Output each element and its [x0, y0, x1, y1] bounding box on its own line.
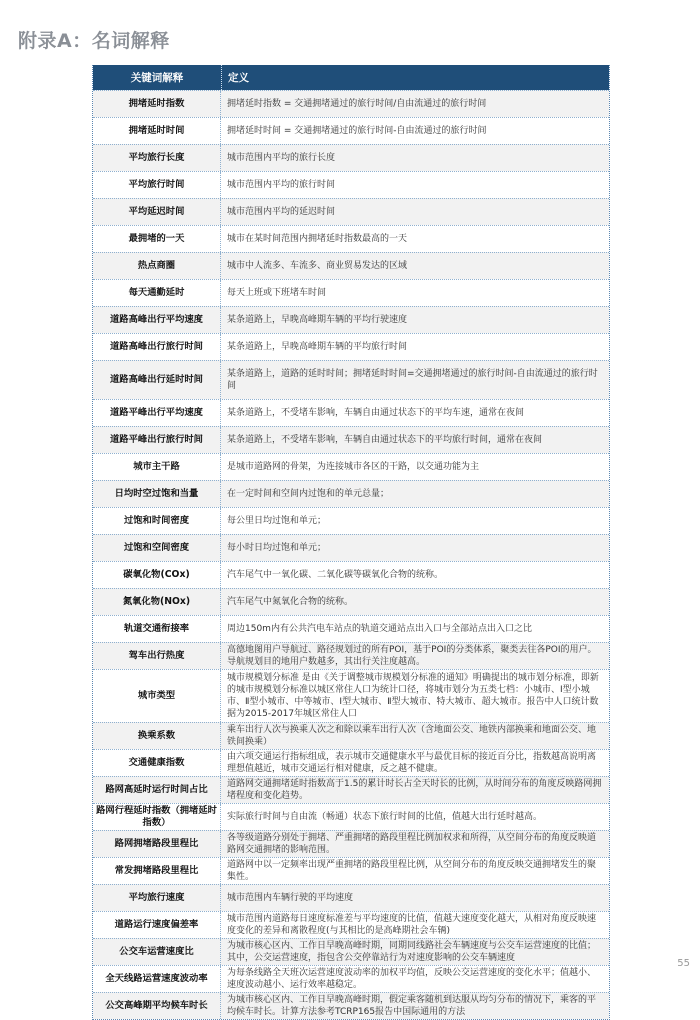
- definition-cell: 汽车尾气中一氧化碳、二氧化碳等碳氧化合物的统称。: [227, 570, 444, 580]
- table-row: [93, 615, 609, 642]
- table-row: [93, 333, 609, 360]
- definition-cell: 拥堵延时指数 = 交通拥堵通过的旅行时间/自由流通过的旅行时间: [227, 99, 487, 109]
- definition-cell: 城市范围内平均的延迟时间: [227, 207, 336, 217]
- table-row: [93, 803, 609, 830]
- definition-cell: 每公里日均过饱和单元；: [227, 516, 327, 526]
- term-cell: 平均旅行时间: [93, 172, 221, 198]
- definition-cell: 城市在某时间范围内拥堵延时指数最高的一天: [227, 234, 408, 244]
- term-cell: 交通健康指数: [93, 750, 221, 776]
- definition-cell: 是城市道路网的骨架，为连接城市各区的干路，以交通功能为主: [227, 462, 480, 472]
- glossary-table: [92, 65, 610, 1020]
- table-body: [93, 90, 609, 1019]
- definition-cell: 乘车出行人次与换乘人次之和除以乘车出行人次（含地面公交、地铁内部换乘和地面公交、地铁间换乘）: [227, 725, 597, 747]
- definition-cell: 某条道路上，早晚高峰期车辆的平均行驶速度: [227, 315, 408, 325]
- term-cell: 过饱和时间密度: [93, 508, 221, 534]
- term-cell: 路网拥堵路段里程比: [93, 831, 221, 857]
- table-row: [93, 171, 609, 198]
- term-cell: 碳氧化物(COx): [93, 562, 221, 588]
- table-row: [93, 938, 609, 965]
- term-cell: 每天通勤延时: [93, 280, 221, 306]
- table-row: [93, 669, 609, 722]
- table-row: [93, 507, 609, 534]
- table-row: [93, 306, 609, 333]
- table-row: [93, 534, 609, 561]
- term-cell: 全天线路运营速度波动率: [93, 966, 221, 992]
- term-cell: 氮氧化物(NOx): [93, 589, 221, 615]
- table-row: [93, 776, 609, 803]
- definition-cell: 为城市核心区内、工作日早晚高峰时期，同期同线路社会车辆速度与公交车运营速度的比值；其中，公交运营速度，指包含公交停靠站行为对速度影响的公交车辆速度: [227, 941, 597, 963]
- definition-cell: 由六项交通运行指标组成，表示城市交通健康水平与最优目标的接近百分比，指数越高说明离理想值越近，城市交通运行相对健康，反之越不健康。: [227, 752, 597, 774]
- table-row: [93, 117, 609, 144]
- table-row: [93, 90, 609, 117]
- table-row: [93, 588, 609, 615]
- table-row: [93, 830, 609, 857]
- table-row: [93, 360, 609, 399]
- header-term: 关键词解释: [93, 65, 222, 90]
- table-row: [93, 144, 609, 171]
- table-row: [93, 480, 609, 507]
- term-cell: 常发拥堵路段里程比: [93, 858, 221, 884]
- definition-cell: 每天上班或下班堵车时间: [227, 288, 327, 298]
- table-row: [93, 453, 609, 480]
- term-cell: 道路平峰出行平均速度: [93, 400, 221, 426]
- header-definition: 定义: [228, 72, 249, 84]
- term-cell: 平均旅行长度: [93, 145, 221, 171]
- table-row: [93, 426, 609, 453]
- definition-cell: 汽车尾气中氮氧化合物的统称。: [227, 597, 354, 607]
- term-cell: 公交车运营速度比: [93, 939, 221, 965]
- term-cell: 平均旅行速度: [93, 885, 221, 911]
- definition-cell: 城市范围内平均的旅行长度: [227, 153, 336, 163]
- definition-cell: 道路网中以一定频率出现严重拥堵的路段里程比例，从空间分布的角度反映交通拥堵发生的聚集性。: [227, 860, 597, 882]
- term-cell: 拥堵延时时间: [93, 118, 221, 144]
- definition-cell: 某条道路上，道路的延时时间；拥堵延时时间=交通拥堵通过的旅行时间-自由流通过的旅行时间: [227, 369, 598, 391]
- page-number: 55: [677, 958, 690, 969]
- table-row: [93, 252, 609, 279]
- term-cell: 平均延迟时间: [93, 199, 221, 225]
- definition-cell: 城市规模划分标准 是由《关于调整城市规模划分标准的通知》明确提出的城市划分标准，即新的城市规模划分标准以城区常住人口为统计口径，将城市划分为五类七档：小城市、Ⅰ型小城市、Ⅱ型小城市、中等城市、Ⅰ型大城市、Ⅱ型大城市、特大城市、超大城市。报告中人口统计数据为2015-2017年城区常住人口: [227, 673, 599, 719]
- term-cell: 日均时空过饱和当量: [93, 481, 221, 507]
- table-row: [93, 399, 609, 426]
- term-cell: 城市类型: [93, 670, 221, 722]
- term-cell: 拥堵延时指数: [93, 91, 221, 117]
- definition-cell: 实际旅行时间与自由流（畅通）状态下旅行时间的比值，值越大出行延时越高。: [227, 812, 543, 822]
- table-row: [93, 884, 609, 911]
- definition-cell: 拥堵延时时间 = 交通拥堵通过的旅行时间-自由流通过的旅行时间: [227, 126, 487, 136]
- term-cell: 换乘系数: [93, 723, 221, 749]
- term-cell: 道路运行速度偏差率: [93, 912, 221, 938]
- definition-cell: 城市范围内平均的旅行时间: [227, 180, 336, 190]
- definition-cell: 城市范围内车辆行驶的平均速度: [227, 893, 354, 903]
- term-cell: 最拥堵的一天: [93, 226, 221, 252]
- term-cell: 热点商圈: [93, 253, 221, 279]
- table-header: [93, 65, 609, 90]
- term-cell: 城市主干路: [93, 454, 221, 480]
- term-cell: 道路高峰出行平均速度: [93, 307, 221, 333]
- table-row: [93, 279, 609, 306]
- definition-cell: 高德地图用户导航过、路径规划过的所有POI，基于POI的分类体系，聚类去往各POI的用户。导航规划目的地用户数越多，其出行关注度越高。: [227, 645, 597, 667]
- table-row: [93, 722, 609, 749]
- term-cell: 轨道交通衔接率: [93, 616, 221, 642]
- table-row: [93, 992, 609, 1019]
- term-cell: 公交高峰期平均候车时长: [93, 993, 221, 1019]
- table-row: [93, 749, 609, 776]
- definition-cell: 为每条线路全天班次运营速度波动率的加权平均值，反映公交运营速度的变化水平；值越小、速度波动越小、运行效率越稳定。: [227, 968, 597, 990]
- table-row: [93, 642, 609, 669]
- term-cell: 路网高延时运行时间占比: [93, 777, 221, 803]
- definition-cell: 周边150m内有公共汽电车站点的轨道交通站点出入口与全部站点出入口之比: [227, 624, 532, 634]
- table-row: [93, 225, 609, 252]
- term-cell: 道路高峰出行延时时间: [93, 361, 221, 399]
- table-row: [93, 561, 609, 588]
- table-row: [93, 911, 609, 938]
- definition-cell: 在一定时间和空间内过饱和的单元总量；: [227, 489, 390, 499]
- definition-cell: 城市中人流多、车流多、商业贸易发达的区域: [227, 261, 408, 271]
- table-row: [93, 857, 609, 884]
- term-cell: 驾车出行热度: [93, 643, 221, 669]
- definition-cell: 为城市核心区内、工作日早晚高峰时期，假定乘客随机到达服从均匀分布的情况下，乘客的平均候车时长。计算方法参考TCRP165报告中国际通用的方法: [227, 995, 597, 1017]
- definition-cell: 每小时日均过饱和单元；: [227, 543, 327, 553]
- definition-cell: 各等级道路分别处于拥堵、严重拥堵的路段里程比例加权求和所得，从空间分布的角度反映道路网交通拥堵的影响范围。: [227, 833, 597, 855]
- term-cell: 过饱和空间密度: [93, 535, 221, 561]
- term-cell: 道路高峰出行旅行时间: [93, 334, 221, 360]
- table-row: [93, 965, 609, 992]
- definition-cell: 某条道路上，早晚高峰期车辆的平均旅行时间: [227, 342, 408, 352]
- definition-cell: 道路网交通拥堵延时指数高于1.5的累计时长占全天时长的比例，从时间分布的角度反映路网拥堵程度和变化趋势。: [227, 779, 602, 801]
- table-row: [93, 198, 609, 225]
- term-cell: 道路平峰出行旅行时间: [93, 427, 221, 453]
- term-cell: 路网行程延时指数（拥堵延时指数）: [93, 804, 221, 830]
- page-title: 附录A：名词解释: [18, 30, 170, 52]
- definition-cell: 某条道路上，不受堵车影响，车辆自由通过状态下的平均车速，通常在夜间: [227, 408, 525, 418]
- definition-cell: 某条道路上，不受堵车影响，车辆自由通过状态下的平均旅行时间，通常在夜间: [227, 435, 543, 445]
- definition-cell: 城市范围内道路每日速度标准差与平均速度的比值，值越大速度变化越大，从相对角度反映速度变化的差异和离散程度(与其相比的是高峰期社会车辆): [227, 914, 597, 936]
